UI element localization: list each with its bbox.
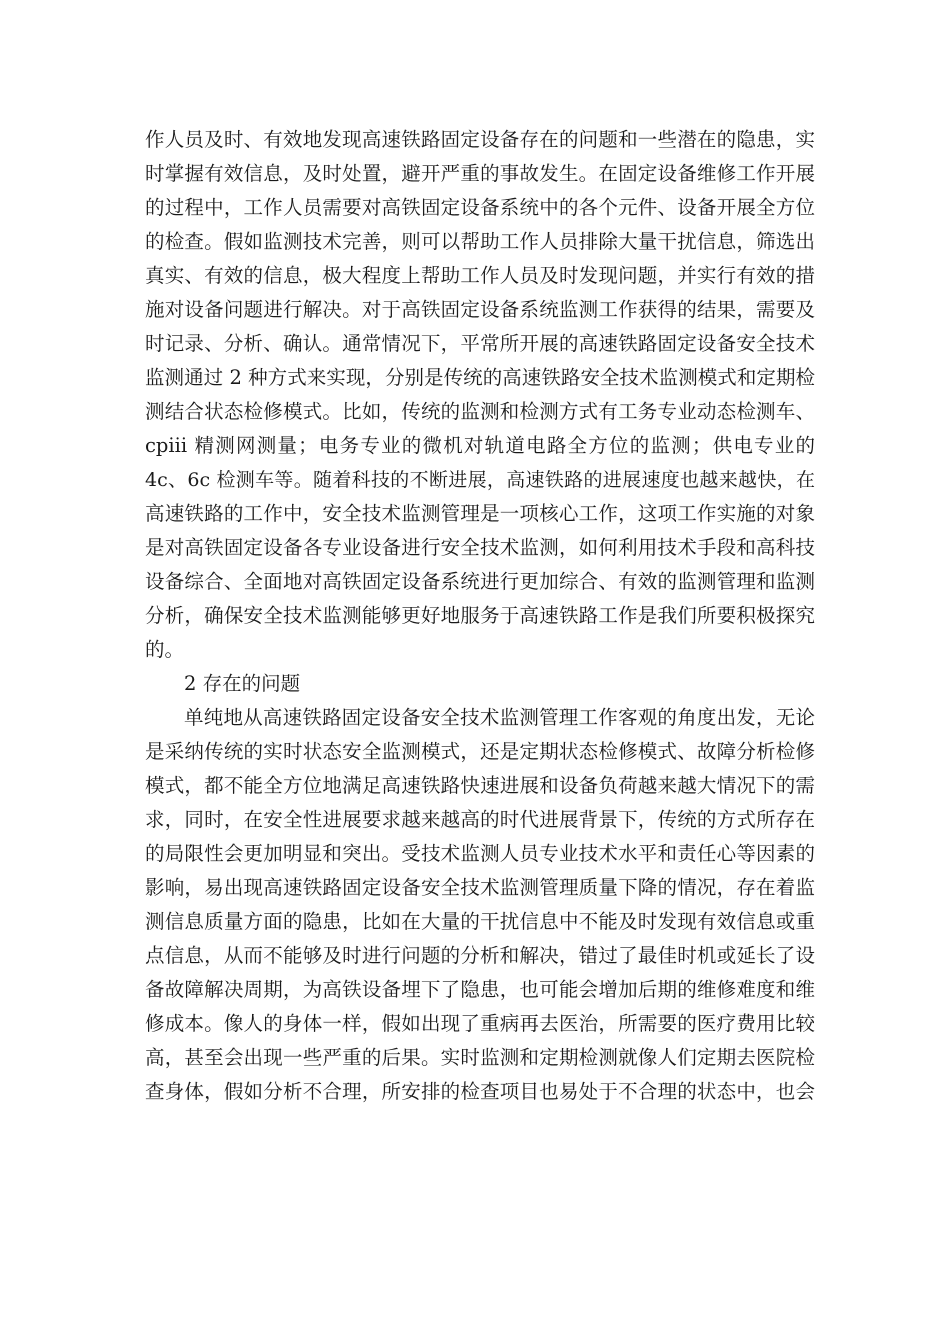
body-text-line: 真实、有效的信息，极大程度上帮助工作人员及时发现问题，并实行有效的措 bbox=[145, 264, 815, 287]
body-text-line: 单纯地从高速铁路固定设备安全技术监测管理工作客观的角度出发，无论 bbox=[184, 706, 815, 729]
body-text-line: 的局限性会更加明显和突出。受技术监测人员专业技术水平和责任心等因素的 bbox=[145, 842, 815, 865]
body-text-line: 备故障解决周期，为高铁设备埋下了隐患，也可能会增加后期的维修难度和维 bbox=[145, 978, 815, 1001]
body-text-line: 高速铁路的工作中，安全技术监测管理是一项核心工作，这项工作实施的对象 bbox=[145, 502, 815, 525]
body-text-line: 时掌握有效信息，及时处置，避开严重的事故发生。在固定设备维修工作开展 bbox=[145, 162, 815, 185]
body-text-line: 的检查。假如监测技术完善，则可以帮助工作人员排除大量干扰信息，筛选出 bbox=[145, 230, 815, 253]
body-text-line: 监测通过 2 种方式来实现，分别是传统的高速铁路安全技术监测模式和定期检 bbox=[145, 366, 815, 389]
body-text-line: 模式，都不能全方位地满足高速铁路快速进展和设备负荷越来越大情况下的需 bbox=[145, 774, 815, 797]
body-text-line: 4c、6c 检测车等。随着科技的不断进展，高速铁路的进展速度也越来越快，在 bbox=[145, 469, 815, 491]
body-text-line: 点信息，从而不能够及时进行问题的分析和解决，错过了最佳时机或延长了设 bbox=[145, 944, 815, 967]
body-text-line: 是采纳传统的实时状态安全监测模式，还是定期状态检修模式、故障分析检修 bbox=[145, 740, 815, 763]
body-text-line: 设备综合、全面地对高铁固定设备系统进行更加综合、有效的监测管理和监测 bbox=[145, 570, 815, 593]
body-text-line: 影响，易出现高速铁路固定设备安全技术监测管理质量下降的情况，存在着监 bbox=[145, 876, 815, 899]
body-text-line: 是对高铁固定设备各专业设备进行安全技术监测，如何利用技术手段和高科技 bbox=[145, 536, 815, 559]
body-text-line: 的。 bbox=[145, 638, 185, 661]
body-text-line: 测信息质量方面的隐患，比如在大量的干扰信息中不能及时发现有效信息或重 bbox=[145, 910, 815, 933]
body-text-line: 的过程中，工作人员需要对高铁固定设备系统中的各个元件、设备开展全方位 bbox=[145, 196, 815, 219]
body-text-line: cpiii 精测网测量；电务专业的微机对轨道电路全方位的监测；供电专业的 bbox=[145, 434, 815, 457]
body-text-line: 测结合状态检修模式。比如，传统的监测和检测方式有工务专业动态检测车、 bbox=[145, 400, 815, 423]
body-text-line: 修成本。像人的身体一样，假如出现了重病再去医治，所需要的医疗费用比较 bbox=[145, 1012, 815, 1035]
body-text-line: 查身体，假如分析不合理，所安排的检查项目也易处于不合理的状态中，也会 bbox=[145, 1080, 815, 1103]
body-text-line: 施对设备问题进行解决。对于高铁固定设备系统监测工作获得的结果，需要及 bbox=[145, 298, 815, 321]
body-text-line: 分析，确保安全技术监测能够更好地服务于高速铁路工作是我们所要积极探究 bbox=[145, 604, 815, 627]
body-text-line: 时记录、分析、确认。通常情况下，平常所开展的高速铁路固定设备安全技术 bbox=[145, 332, 815, 355]
body-text-line: 求，同时，在安全性进展要求越来越高的时代进展背景下，传统的方式所存在 bbox=[145, 808, 815, 831]
body-text-line: 作人员及时、有效地发现高速铁路固定设备存在的问题和一些潜在的隐患，实 bbox=[145, 128, 815, 151]
body-text-line: 高，甚至会出现一些严重的后果。实时监测和定期检测就像人们定期去医院检 bbox=[145, 1046, 815, 1069]
section-heading: 2 存在的问题 bbox=[184, 672, 301, 695]
